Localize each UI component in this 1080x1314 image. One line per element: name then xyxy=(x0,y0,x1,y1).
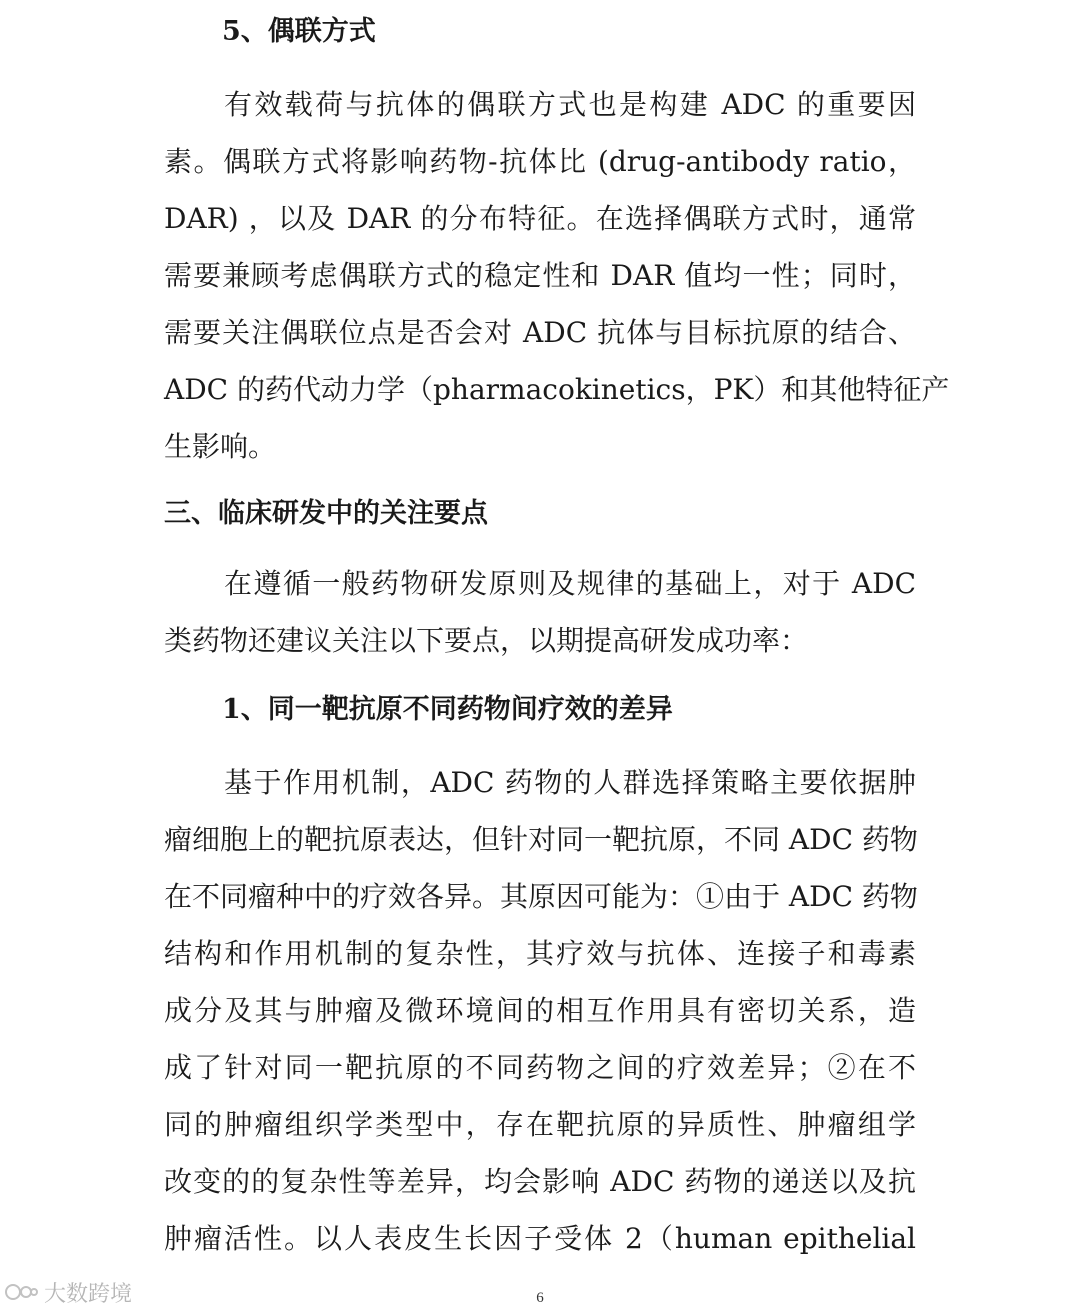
text-line: 在遵循一般药物研发原则及规律的基础上，对于 ADC xyxy=(224,567,916,600)
text-line: ADC 的药代动力学（pharmacokinetics，PK）和其他特征产 xyxy=(164,373,950,406)
heading-item-1: 1、同一靶抗原不同药物间疗效的差异 xyxy=(222,694,673,725)
text-line: 成分及其与肿瘤及微环境间的相互作用具有密切关系，造 xyxy=(164,994,916,1027)
paragraph-coupling xyxy=(164,87,950,486)
paragraph-section3-intro xyxy=(164,566,916,680)
watermark-text: 大数跨境 xyxy=(44,1281,133,1307)
text-line: 生影响。 xyxy=(164,430,277,463)
text-line: 肿瘤活性。以人表皮生长因子受体 2（human epithelial xyxy=(164,1222,916,1255)
text-line: DAR) ，以及 DAR 的分布特征。在选择偶联方式时，通常 xyxy=(164,202,916,235)
text-line: 有效载荷与抗体的偶联方式也是构建 ADC 的重要因 xyxy=(224,88,916,121)
text-line: 素。偶联方式将影响药物-抗体比 (drug-antibody ratio， xyxy=(164,145,916,178)
text-line: 成了针对同一靶抗原的不同药物之间的疗效差异；②在不 xyxy=(164,1051,916,1084)
text-line: 类药物还建议关注以下要点，以期提高研发成功率： xyxy=(164,624,809,657)
text-line: 基于作用机制，ADC 药物的人群选择策略主要依据肿 xyxy=(224,766,916,799)
text-line: 同的肿瘤组织学类型中，存在靶抗原的异质性、肿瘤组学 xyxy=(164,1108,916,1141)
text-line: 瘤细胞上的靶抗原表达，但针对同一靶抗原，不同 ADC 药物 xyxy=(164,823,918,856)
text-line: 在不同瘤种中的疗效各异。其原因可能为：①由于 ADC 药物 xyxy=(164,880,918,913)
text-line: 结构和作用机制的复杂性，其疗效与抗体、连接子和毒素 xyxy=(164,937,916,970)
text-line: 需要兼顾考虑偶联方式的稳定性和 DAR 值均一性；同时， xyxy=(164,259,916,292)
text-line: 需要关注偶联位点是否会对 ADC 抗体与目标抗原的结合、 xyxy=(164,316,916,349)
page-number: 6 xyxy=(536,1290,544,1306)
paragraph-item1-body xyxy=(164,765,916,1278)
heading-coupling-method: 5、偶联方式 xyxy=(222,16,376,47)
text-line: 改变的的复杂性等差异，均会影响 ADC 药物的递送以及抗 xyxy=(164,1165,916,1198)
heading-section-3: 三、临床研发中的关注要点 xyxy=(164,498,488,529)
